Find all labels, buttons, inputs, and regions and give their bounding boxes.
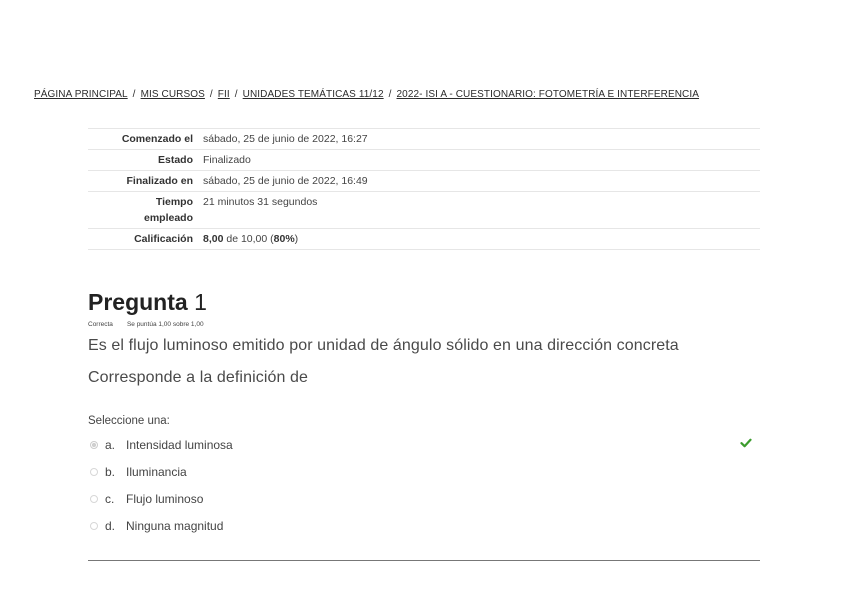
breadcrumb-separator: /	[209, 89, 213, 100]
grade-of: de 10,00 (	[223, 233, 274, 245]
breadcrumb-quiz-link[interactable]: 2022- ISI A - CUESTIONARIO: FOTOMETRÍA E INTERFERENCIA	[396, 89, 700, 100]
question-info	[88, 321, 204, 328]
option-label: Intensidad luminosa	[126, 437, 233, 452]
summary-row-grade	[88, 229, 760, 250]
finished-label: Finalizado en	[126, 175, 193, 187]
option-label: Flujo luminoso	[126, 491, 204, 506]
question-points: Se puntúa 1,00 sobre 1,00	[126, 321, 204, 328]
summary-row-finished	[88, 171, 760, 192]
time-label-line2: empleado	[143, 212, 193, 224]
time-label-line1: Tiempo	[155, 196, 193, 208]
grade-close: )	[294, 233, 299, 245]
question-title-word: Pregunta	[88, 289, 188, 315]
breadcrumb-home-link[interactable]: PÁGINA PRINCIPAL	[34, 89, 128, 100]
question-title	[88, 289, 207, 316]
summary-row-time	[88, 192, 760, 229]
option-letter: c.	[105, 491, 115, 506]
answer-option-a[interactable]	[90, 431, 760, 458]
state-label: Estado	[157, 154, 193, 166]
answer-option-c[interactable]	[90, 485, 760, 512]
breadcrumb-section-link[interactable]: UNIDADES TEMÁTICAS 11/12	[242, 89, 384, 100]
breadcrumb-separator: /	[388, 89, 392, 100]
breadcrumb-course-link[interactable]: FII	[217, 89, 230, 100]
breadcrumb-separator: /	[234, 89, 238, 100]
breadcrumb-separator: /	[132, 89, 136, 100]
question-text-line2: Corresponde a la definición de	[88, 369, 309, 386]
question-text-line1: Es el flujo luminoso emitido por unidad de ángulo sólido en una dirección concreta	[88, 337, 679, 354]
time-value: 21 minutos 31 segundos	[203, 196, 318, 208]
grade-percent: 80%	[273, 233, 295, 245]
started-value: sábado, 25 de junio de 2022, 16:27	[203, 133, 368, 145]
grade-value	[201, 229, 760, 250]
time-label	[88, 192, 201, 229]
answer-prompt: Seleccione una:	[88, 415, 170, 427]
breadcrumb	[34, 89, 699, 100]
summary-row-state	[88, 150, 760, 171]
answer-option-d[interactable]	[90, 512, 760, 539]
radio-button-c[interactable]	[90, 495, 98, 503]
check-icon	[740, 437, 752, 449]
grade-score: 8,00	[203, 233, 224, 245]
radio-button-a[interactable]	[90, 441, 98, 449]
grade-label: Calificación	[134, 233, 193, 245]
option-letter: a.	[105, 437, 116, 452]
radio-button-d[interactable]	[90, 522, 98, 530]
question-status: Correcta	[88, 321, 113, 328]
question-number: 1	[194, 289, 207, 315]
state-value: Finalizado	[203, 154, 251, 166]
section-divider	[88, 560, 760, 561]
answer-options	[90, 431, 760, 539]
attempt-summary-table	[88, 128, 760, 250]
option-letter: b.	[105, 464, 116, 479]
breadcrumb-my-courses-link[interactable]: MIS CURSOS	[140, 89, 205, 100]
answer-option-b[interactable]	[90, 458, 760, 485]
option-letter: d.	[105, 518, 116, 533]
option-label: Iluminancia	[126, 464, 187, 479]
started-label: Comenzado el	[121, 133, 193, 145]
finished-value: sábado, 25 de junio de 2022, 16:49	[203, 175, 368, 187]
radio-button-b[interactable]	[90, 468, 98, 476]
option-label: Ninguna magnitud	[126, 518, 224, 533]
summary-row-started	[88, 129, 760, 150]
